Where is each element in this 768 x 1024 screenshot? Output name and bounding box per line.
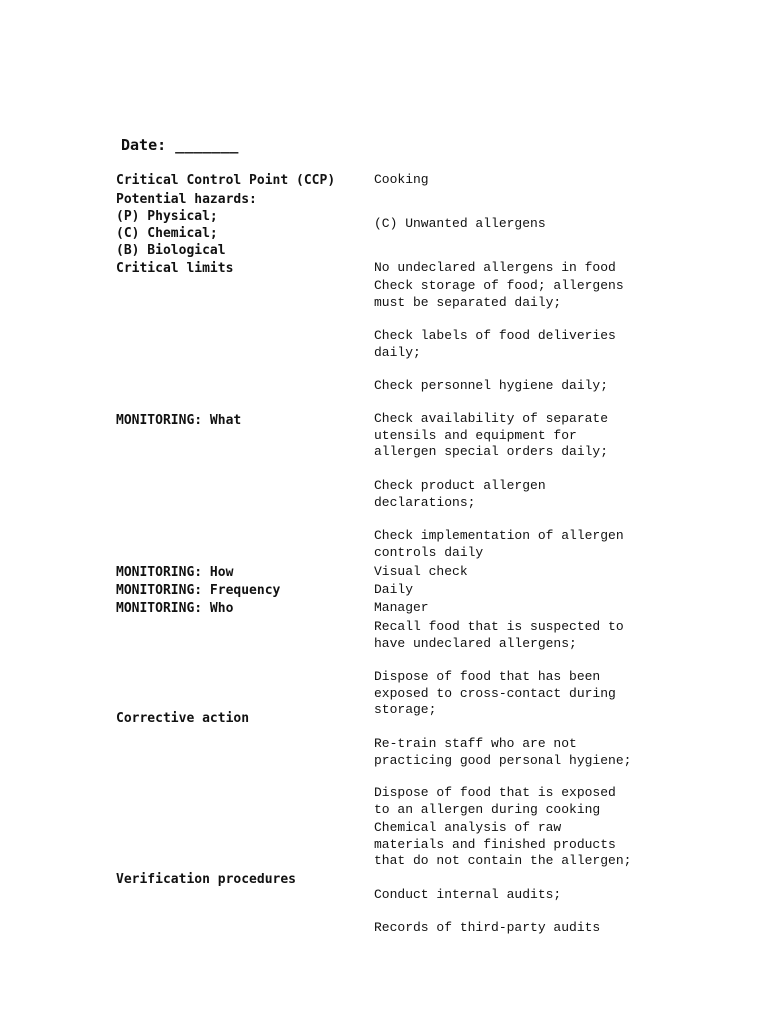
ccp-value: Cooking: [374, 172, 429, 187]
monitoring-what-item: Check implementation of allergen controls daily: [374, 528, 624, 560]
verification-item: Conduct internal audits;: [374, 887, 562, 902]
hazard-chemical: (C) Chemical;: [116, 226, 218, 241]
corrective-action-item: Dispose of food that is exposed to an allergen during cooking: [374, 785, 616, 817]
monitoring-who-value: Manager: [374, 600, 429, 615]
monitoring-what-item: Check storage of food; allergens must be separated daily;: [374, 278, 624, 310]
hazard-biological: (B) Biological: [116, 243, 226, 258]
corrective-action-item: Dispose of food that has been exposed to cross-contact during storage;: [374, 669, 616, 718]
hazard-physical: (P) Physical;: [116, 209, 218, 224]
date-field: Date: _______: [121, 136, 239, 154]
monitoring-who-label: MONITORING: Who: [116, 601, 234, 616]
monitoring-what-item: Check labels of food deliveries daily;: [374, 328, 616, 360]
corrective-action-label: Corrective action: [116, 711, 250, 726]
verification-label: Verification procedures: [116, 872, 297, 887]
monitoring-frequency-value: Daily: [374, 582, 414, 597]
monitoring-what-item: Check personnel hygiene daily;: [374, 378, 609, 393]
monitoring-what-item: Check availability of separate utensils and equipment for allergen special orders daily;: [374, 411, 609, 460]
hazards-value: (C) Unwanted allergens: [374, 216, 546, 231]
monitoring-how-label: MONITORING: How: [116, 565, 234, 580]
critical-limits-value: No undeclared allergens in food: [374, 260, 616, 275]
hazards-label: Potential hazards:: [116, 192, 257, 207]
critical-limits-label: Critical limits: [116, 261, 234, 276]
corrective-action-item: Re-train staff who are not practicing good personal hygiene;: [374, 736, 632, 768]
monitoring-frequency-label: MONITORING: Frequency: [116, 583, 281, 598]
monitoring-what-label: MONITORING: What: [116, 413, 242, 428]
verification-item: Chemical analysis of raw materials and finished products that do not contain the allergen;: [374, 820, 632, 869]
corrective-action-item: Recall food that is suspected to have undeclared allergens;: [374, 619, 624, 651]
ccp-label: Critical Control Point (CCP): [116, 173, 336, 188]
monitoring-how-value: Visual check: [374, 564, 468, 579]
verification-item: Records of third-party audits: [374, 920, 601, 935]
monitoring-what-item: Check product allergen declarations;: [374, 478, 546, 510]
